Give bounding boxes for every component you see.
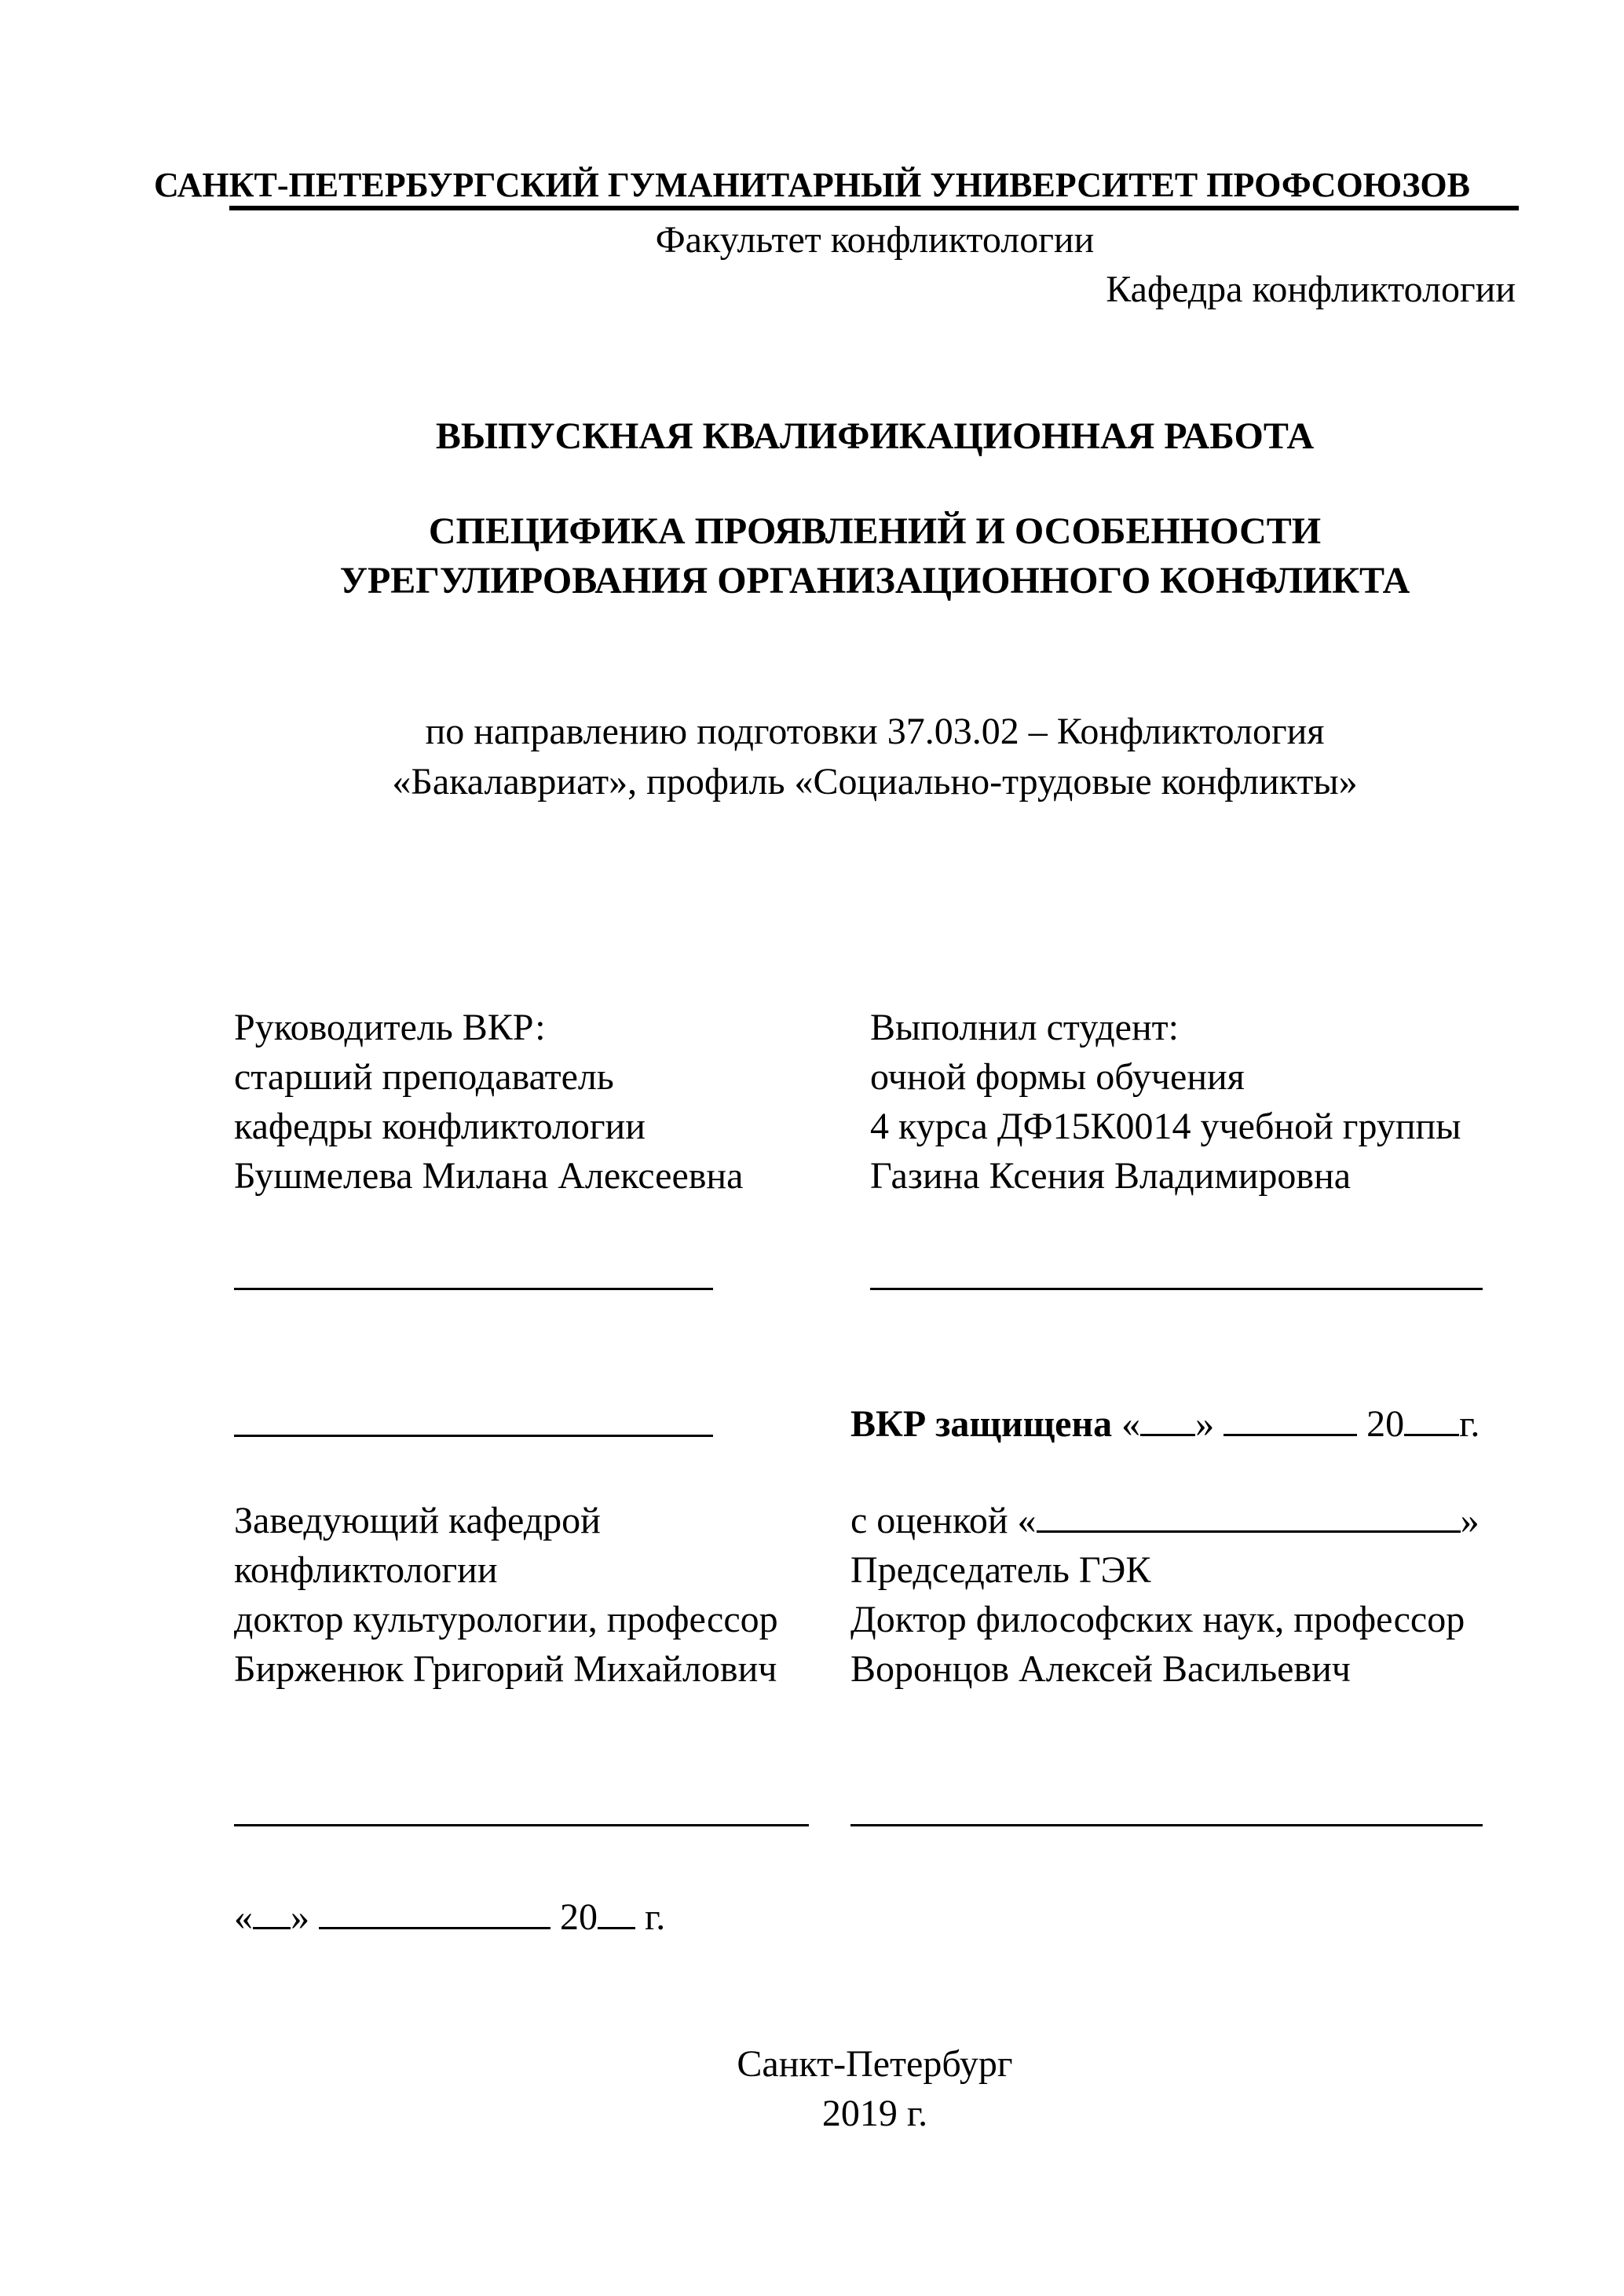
grade-line bbox=[850, 1502, 1480, 1540]
faculty-name: Факультет конфликтологии bbox=[655, 219, 1095, 261]
chairman-signature-line bbox=[850, 1824, 1483, 1826]
date-year-prefix: 20 bbox=[560, 1896, 598, 1938]
student-label: Выполнил студент: bbox=[870, 1007, 1179, 1048]
head-degree: доктор культурологии, профессор bbox=[234, 1599, 778, 1640]
defense-year-prefix: 20 bbox=[1366, 1403, 1405, 1445]
defense-month-blank bbox=[1223, 1406, 1357, 1436]
grade-prefix: с оценкой « bbox=[850, 1500, 1037, 1541]
student-form: очной формы обучения bbox=[870, 1056, 1245, 1098]
defense-open-quote: « bbox=[1121, 1403, 1141, 1445]
head-name: Бирженюк Григорий Михайлович bbox=[234, 1648, 777, 1690]
date-year-suffix: г. bbox=[645, 1896, 666, 1938]
head-role: Заведующий кафедрой bbox=[234, 1500, 601, 1541]
department-name: Кафедра конфликтологии bbox=[1106, 269, 1516, 310]
direction-line-1: по направлению подготовки 37.03.02 – Конфликтология bbox=[425, 711, 1325, 752]
chairman-role: Председатель ГЭК bbox=[850, 1549, 1151, 1591]
defense-label: ВКР защищена bbox=[850, 1403, 1113, 1445]
student-name: Газина Ксения Владимировна bbox=[870, 1155, 1352, 1197]
student-signature-line bbox=[870, 1288, 1483, 1290]
defense-day-blank bbox=[1140, 1406, 1195, 1436]
grade-blank bbox=[1037, 1502, 1461, 1533]
direction-line-2: «Бакалавриат», профиль «Социально-трудовые конфликты» bbox=[392, 761, 1358, 803]
supervisor-label: Руководитель ВКР: bbox=[234, 1007, 546, 1048]
head-signature-line bbox=[234, 1824, 809, 1826]
university-name: САНКТ-ПЕТЕРБУРГСКИЙ ГУМАНИТАРНЫЙ УНИВЕРСИТЕТ ПРОФСОЮЗОВ bbox=[153, 166, 1471, 204]
head-department: конфликтологии bbox=[234, 1549, 498, 1591]
footer-city: Санкт-Петербург bbox=[737, 2043, 1013, 2085]
date-open-quote: « bbox=[234, 1896, 253, 1938]
topic-line-2: УРЕГУЛИРОВАНИЯ ОРГАНИЗАЦИОННОГО КОНФЛИКТА bbox=[339, 560, 1410, 601]
footer-year: 2019 г. bbox=[821, 2093, 928, 2134]
defense-line bbox=[850, 1403, 1480, 1445]
student-group: 4 курса ДФ15К0014 учебной группы bbox=[870, 1106, 1461, 1147]
supervisor-name: Бушмелева Милана Алексеевна bbox=[234, 1155, 744, 1197]
supervisor-department: кафедры конфликтологии bbox=[234, 1106, 646, 1147]
blank-line-left bbox=[234, 1435, 713, 1437]
work-type-title: ВЫПУСКНАЯ КВАЛИФИКАЦИОННАЯ РАБОТА bbox=[435, 415, 1315, 457]
chairman-name: Воронцов Алексей Васильевич bbox=[850, 1648, 1351, 1690]
date-close-quote: » bbox=[291, 1896, 309, 1938]
supervisor-signature-line bbox=[234, 1288, 713, 1290]
chairman-degree: Доктор философских наук, профессор bbox=[850, 1599, 1465, 1640]
defense-year-blank bbox=[1404, 1406, 1459, 1436]
topic-line-1: СПЕЦИФИКА ПРОЯВЛЕНИЙ И ОСОБЕННОСТИ bbox=[428, 510, 1322, 552]
date-line bbox=[234, 1896, 666, 1938]
header-rule bbox=[229, 206, 1519, 210]
defense-year-suffix: г. bbox=[1459, 1403, 1480, 1445]
date-year-blank bbox=[598, 1899, 635, 1929]
date-day-blank bbox=[253, 1899, 291, 1929]
supervisor-position: старший преподаватель bbox=[234, 1056, 614, 1098]
defense-close-quote: » bbox=[1195, 1403, 1215, 1445]
grade-suffix: » bbox=[1460, 1500, 1480, 1541]
date-month-blank bbox=[319, 1899, 550, 1929]
